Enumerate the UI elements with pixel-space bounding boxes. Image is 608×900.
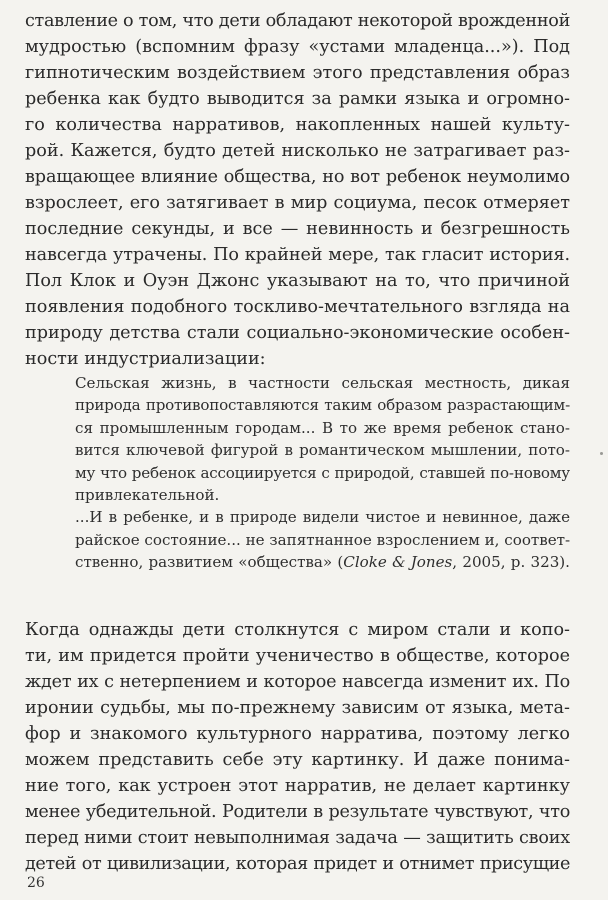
- text-line: природу детства стали социально-экономические особен-: [25, 323, 570, 343]
- page-number: 26: [27, 875, 45, 891]
- text-line: вращающее влияние общества, но вот ребенок неумолимо: [25, 167, 570, 187]
- quote-line: Сельская жизнь, в частности сельская местность, дикая: [75, 374, 570, 392]
- margin-speck: [600, 452, 603, 455]
- text-line: ребенка как будто выводится за рамки языка и огромно-: [25, 89, 570, 109]
- text-line: мудростью (вспомним фразу «устами младенца...»). Под: [25, 37, 570, 57]
- quote-line: райское состояние... не запятнанное взрослением и, соответ-: [75, 530, 571, 549]
- quote-line: ся промышленным городам... В то же время ребенок стано-: [75, 418, 570, 437]
- text-line: ждет их с нетерпением и которое навсегда изменит их. По: [25, 672, 570, 692]
- text-line: детей от цивилизации, которая придет и отнимет присущие: [25, 854, 570, 874]
- text-line: фор и знакомого культурного нарратива, поэтому легко: [25, 724, 570, 744]
- text-line: ние того, как устроен этот нарратив, не делает картинку: [25, 776, 570, 796]
- paragraph: [25, 617, 570, 877]
- text-line: ставление о том, что дети обладают некоторой врожденной: [25, 11, 570, 31]
- paragraph-continued: [25, 8, 570, 372]
- quote-line: ...И в ребенке, и в природе видели чистое и невинное, даже: [75, 508, 570, 527]
- text-line: ности индустриализации:: [25, 349, 266, 369]
- text-line: Пол Клок и Оуэн Джонс указывают на то, что причиной: [25, 271, 570, 291]
- block-quote: [75, 372, 570, 574]
- text-line: последние секунды, и все — невинность и безгрешность: [25, 219, 570, 239]
- quote-last-line: [75, 551, 570, 573]
- text-line: перед ними стоит невыполнимая задача — защитить своих: [25, 828, 570, 848]
- text-line: ти, им придется пройти ученичество в обществе, которое: [25, 646, 570, 666]
- quote-line: вится ключевой фигурой в романтическом мышлении, пото-: [75, 441, 570, 460]
- text-line: иронии судьбы, мы по-прежнему зависим от языка, мета-: [25, 698, 570, 718]
- text-line: гипнотическим воздействием этого представления образ: [25, 63, 570, 83]
- citation-authors: Cloke & Jones: [343, 553, 453, 572]
- text-line: навсегда утрачены. По крайней мере, так гласит история.: [25, 245, 570, 265]
- quote-line: му что ребенок ассоциируется с природой, ставшей по-новому: [75, 463, 570, 482]
- quote-line: природа противопоставляются таким образом разрастающим-: [75, 396, 570, 415]
- quote-text: ственно, развитием «общества» (: [75, 553, 344, 572]
- text-line: можем представить себе эту картинку. И даже понима-: [25, 750, 570, 770]
- citation-details: , 2005, p. 323).: [452, 553, 570, 572]
- text-line: рой. Кажется, будто детей нисколько не затрагивает раз-: [25, 141, 570, 161]
- text-line: го количества нарративов, накопленных нашей культу-: [25, 115, 570, 135]
- text-line: взрослеет, его затягивает в мир социума, песок отмеряет: [25, 193, 570, 213]
- text-line: менее убедительной. Родители в результате чувствуют, что: [25, 802, 570, 822]
- text-line: появления подобного тоскливо-мечтательного взгляда на: [25, 297, 570, 317]
- text-line: Когда однажды дети столкнутся с миром стали и копо-: [25, 620, 570, 640]
- quote-line: привлекательной.: [75, 485, 220, 504]
